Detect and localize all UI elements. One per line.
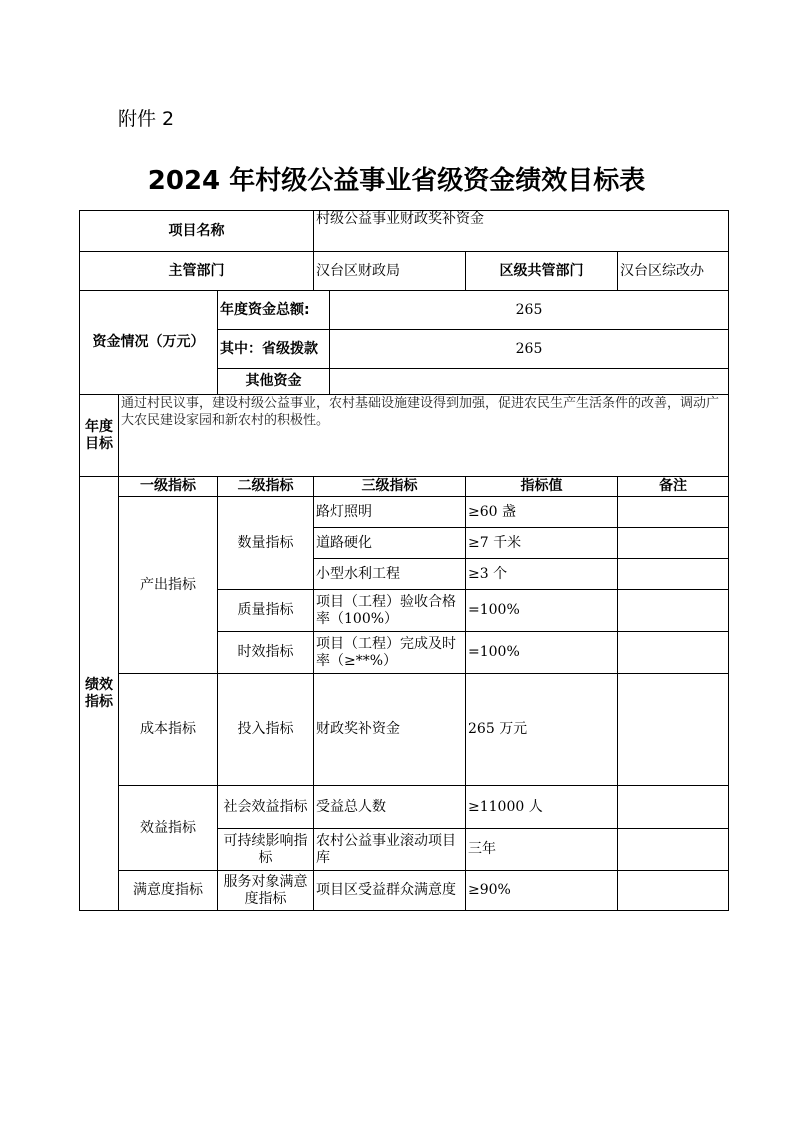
funds-other-value: [330, 369, 729, 395]
service-satisfaction-label: 服务对象满意度指标: [218, 871, 314, 911]
indicator-note: [618, 590, 729, 632]
attachment-label: 附件 2: [118, 108, 175, 130]
indicator-value: ≥3 个: [466, 559, 618, 590]
indicator-name: 项目区受益群众满意度: [314, 871, 466, 911]
indicator-note: [618, 528, 729, 559]
output-indicator-label: 产出指标: [119, 497, 218, 674]
indicator-value: =100%: [466, 632, 618, 674]
header-level3: 三级指标: [314, 477, 466, 497]
funds-label: 资金情况（万元）: [80, 291, 218, 395]
indicator-note: [618, 497, 729, 528]
annual-goal-row: [80, 395, 729, 477]
project-name-label: 项目名称: [80, 211, 314, 252]
funds-total-label: 年度资金总额:: [218, 291, 330, 330]
indicator-value: 三年: [466, 829, 618, 871]
input-indicator-label: 投入指标: [218, 674, 314, 786]
table-row: [80, 674, 729, 786]
table-row: [80, 871, 729, 911]
header-note: 备注: [618, 477, 729, 497]
funds-total-row: [80, 291, 729, 330]
indicator-note: [618, 829, 729, 871]
indicator-note: [618, 632, 729, 674]
satisfaction-indicator-label: 满意度指标: [119, 871, 218, 911]
annual-goal-text: 通过村民议事，建设村级公益事业，农村基础设施建设得到加强，促进农民生产生活条件的改善，调动广大农民建设家园和新农村的积极性。: [119, 395, 729, 477]
cost-indicator-label: 成本指标: [119, 674, 218, 786]
dept-label: 主管部门: [80, 252, 314, 291]
indicator-name: 项目（工程）完成及时率（≥**%）: [314, 632, 466, 674]
indicator-value: ≥60 盏: [466, 497, 618, 528]
codept-label: 区级共管部门: [466, 252, 618, 291]
indicator-value: ≥11000 人: [466, 786, 618, 829]
header-level1: 一级指标: [119, 477, 218, 497]
benefit-indicator-label: 效益指标: [119, 786, 218, 871]
page-title: 2024 年村级公益事业省级资金绩效目标表: [147, 166, 646, 196]
indicator-name: 路灯照明: [314, 497, 466, 528]
funds-provincial-label: 其中：省级拨款: [218, 330, 330, 369]
table-row: [80, 497, 729, 528]
quantity-indicator-label: 数量指标: [218, 497, 314, 590]
funds-provincial-value: 265: [330, 330, 729, 369]
indicator-value: ≥90%: [466, 871, 618, 911]
performance-target-table: [79, 210, 729, 911]
indicator-name: 道路硬化: [314, 528, 466, 559]
funds-total-value: 265: [330, 291, 729, 330]
table-row: [80, 786, 729, 829]
indicator-name: 农村公益事业滚动项目库: [314, 829, 466, 871]
indicators-label: 绩效指标: [80, 477, 119, 911]
indicator-value: =100%: [466, 590, 618, 632]
funds-other-label: 其他资金: [218, 369, 330, 395]
indicator-note: [618, 786, 729, 829]
indicator-name: 项目（工程）验收合格率（100%）: [314, 590, 466, 632]
dept-value: 汉台区财政局: [314, 252, 466, 291]
project-name-row: [80, 211, 729, 252]
indicator-header-row: [80, 477, 729, 497]
indicator-name: 受益总人数: [314, 786, 466, 829]
header-value: 指标值: [466, 477, 618, 497]
sustainability-label: 可持续影响指标: [218, 829, 314, 871]
department-row: [80, 252, 729, 291]
quality-indicator-label: 质量指标: [218, 590, 314, 632]
social-benefit-label: 社会效益指标: [218, 786, 314, 829]
project-name-value: 村级公益事业财政奖补资金: [314, 211, 729, 252]
codept-value: 汉台区综改办: [618, 252, 729, 291]
annual-goal-label: 年度目标: [80, 395, 119, 477]
indicator-name: 小型水利工程: [314, 559, 466, 590]
indicator-note: [618, 871, 729, 911]
indicator-name: 财政奖补资金: [314, 674, 466, 786]
header-level2: 二级指标: [218, 477, 314, 497]
indicator-note: [618, 559, 729, 590]
indicator-value: 265 万元: [466, 674, 618, 786]
timeliness-indicator-label: 时效指标: [218, 632, 314, 674]
indicator-note: [618, 674, 729, 786]
indicator-value: ≥7 千米: [466, 528, 618, 559]
